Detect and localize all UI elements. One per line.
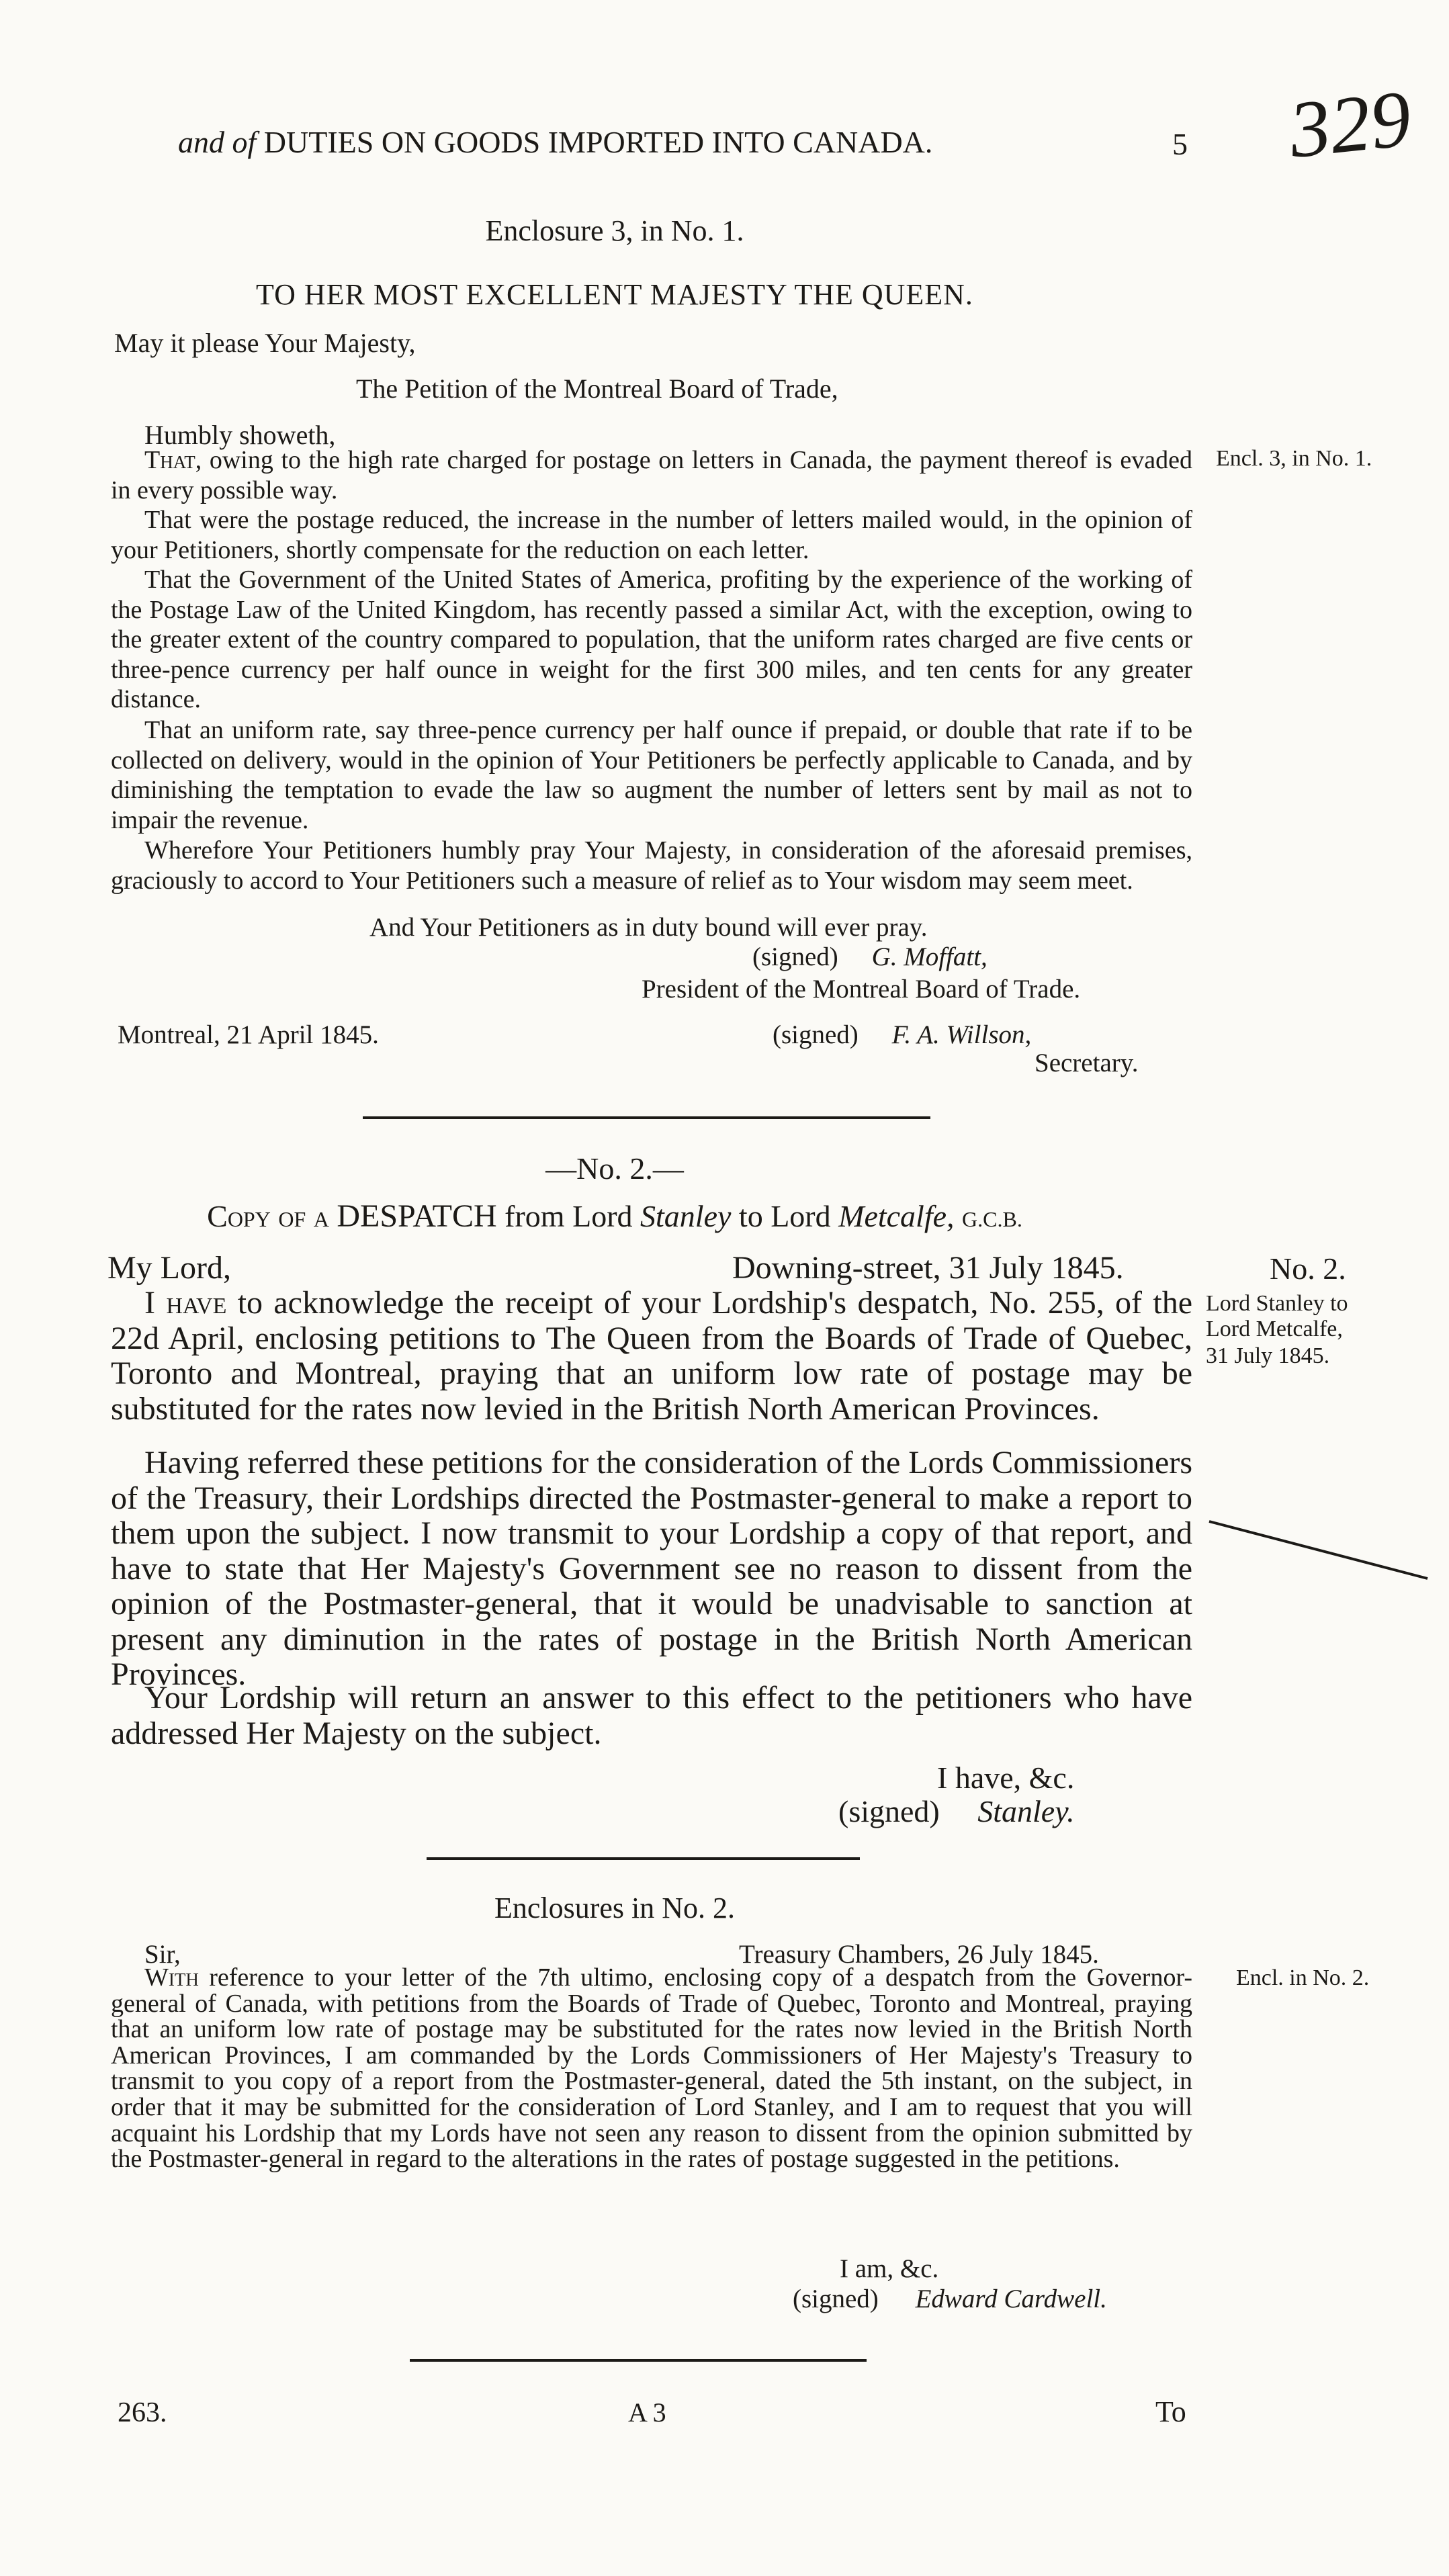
petition-paragraph-2: That were the postage reduced, the increase in the number of letters mailed would, in the opinion of your Petitioners, shortly compensate for the reduction on each letter. xyxy=(111,506,1192,564)
signed-label: (signed) xyxy=(752,942,838,971)
secretary-title: Secretary. xyxy=(1035,1049,1139,1077)
letter-p1-text: reference to your letter of the 7th ultimo, enclosing copy of a despatch from the Governor-general of Canada, with petitions from the Boards of Trade of Quebec, Toronto and Montreal, praying that an uniform low rate of postage may be substituted for the rates now levied in the British North American Provinces, I am commanded by the Lords Commissioners of Her Majesty's Treasury to transmit to you copy of a report from the Postmaster-general, dated the 5th instant, on the subject, in order that it may be submitted for the consideration of Lord Stanley, and I am to request that you will acquaint his Lordship that my Lords have not seen any reason to dissent from the opinion submitted by the Postmaster-general in regard to the alterations in the rates of postage suggested in the petitions. xyxy=(111,1963,1192,2174)
petition-paragraph-4: That an uniform rate, say three-pence currency per half ounce if prepaid, or double that rate if to be collected on delivery, would in the opinion of Your Petitioners be perfectly applicable to Canada, and by diminishing the temptation to evade the law so augment the number of letters sent by mail as not to impair the revenue. xyxy=(111,716,1192,834)
petition-address: TO HER MOST EXCELLENT MAJESTY THE QUEEN. xyxy=(256,278,973,311)
title-to: to Lord xyxy=(738,1199,831,1233)
title-metcalfe: Metcalfe, xyxy=(838,1199,955,1233)
page-number: 5 xyxy=(1172,127,1188,161)
petition-signed-2 xyxy=(773,1020,1031,1050)
petition-paragraph-5: Wherefore Your Petitioners humbly pray Your Majesty, in consideration of the aforesaid premises, graciously to accord to Your Petitioners such a measure of relief as to Your wisdom may seem meet. xyxy=(111,836,1192,895)
petition-salutation: May it please Your Majesty, xyxy=(114,328,416,358)
despatch-salutation: My Lord, xyxy=(107,1250,231,1286)
footer-left: 263. xyxy=(118,2397,167,2428)
margin-no2: No. 2. xyxy=(1270,1251,1346,1286)
petition-signed-1 xyxy=(752,942,987,972)
title-despatch: DESPATCH xyxy=(337,1198,497,1234)
letter-salutation: Sir, xyxy=(144,1940,181,1969)
section-divider xyxy=(363,1116,930,1119)
margin-note-encl2: Encl. in No. 2. xyxy=(1236,1965,1370,1990)
secretary-name: F. A. Willson, xyxy=(891,1020,1032,1049)
despatch-signatory: Stanley. xyxy=(977,1794,1075,1828)
running-header-prefix: and of xyxy=(178,125,257,159)
petition-place-date: Montreal, 21 April 1845. xyxy=(118,1020,379,1049)
title-from: from Lord xyxy=(504,1199,633,1233)
despatch-p1-lead: I have xyxy=(144,1285,227,1321)
margin-pen-stroke xyxy=(1206,1511,1434,1585)
despatch-title xyxy=(0,1198,1229,1235)
margin-note-encl3: Encl. 3, in No. 1. xyxy=(1216,446,1372,471)
letter-place-date: Treasury Chambers, 26 July 1845. xyxy=(739,1940,1099,1969)
running-header xyxy=(178,124,932,160)
petition-of: The Petition of the Montreal Board of Trade, xyxy=(356,373,838,404)
signed-label: (signed) xyxy=(793,2284,879,2313)
petition-paragraph-3: That the Government of the United States of America, profiting by the experience of the working of the Postage Law of the United Kingdom, has recently passed a similar Act, with the exception, owing to the greater extent of the country compared to population, that the uniform rates charged are five cents or three-pence currency per half ounce in weight for the first 300 miles, and ten cents for any greater distance. xyxy=(111,566,1192,714)
footer-catchword: To xyxy=(1155,2395,1186,2428)
petition-p1-lead: That, xyxy=(144,446,202,474)
petition-closing: And Your Petitioners as in duty bound will ever pray. xyxy=(369,913,928,942)
humbly-showeth: Humbly showeth, xyxy=(144,420,336,450)
letter-signatory: Edward Cardwell. xyxy=(915,2284,1107,2313)
title-gcb: G.C.B. xyxy=(962,1207,1022,1231)
signatory-name: G. Moffatt, xyxy=(871,942,987,971)
letter-closing: I am, &c. xyxy=(840,2254,939,2283)
title-stanley: Stanley xyxy=(640,1199,732,1233)
signed-label: (signed) xyxy=(838,1794,940,1828)
section-divider xyxy=(410,2359,867,2362)
running-header-title: DUTIES ON GOODS IMPORTED INTO CANADA. xyxy=(263,125,933,159)
margin-note-no2-line2: Lord Metcalfe, xyxy=(1206,1317,1343,1341)
petition-paragraph-1 xyxy=(111,445,1192,505)
margin-note-no2-line3: 31 July 1845. xyxy=(1206,1343,1330,1368)
section-divider xyxy=(427,1857,860,1860)
letter-paragraph-1 xyxy=(111,1965,1192,2172)
enclosure3-heading: Enclosure 3, in No. 1. xyxy=(485,214,744,247)
letter-signed xyxy=(793,2284,1107,2314)
footer-signature-mark: A 3 xyxy=(628,2397,666,2428)
margin-note-no2-line1: Lord Stanley to xyxy=(1206,1291,1348,1316)
despatch-paragraph-2: Having referred these petitions for the consideration of the Lords Commissioners of the Treasury, their Lordships directed the Postmaster-general to make a report to them upon the subject. I now transmit to your Lordship a copy of that report, and have to state that Her Majesty's Government see no reason to dissent from the opinion of the Postmaster-general, that it would be unadvisable to sanction at present any diminution in the rates of postage in the British North American Provinces. xyxy=(111,1445,1192,1692)
despatch-paragraph-3: Your Lordship will return an answer to this effect to the petitioners who have addressed Her Majesty on the subject. xyxy=(111,1680,1192,1751)
title-copy: Copy of a xyxy=(207,1199,329,1233)
handwritten-folio-number: 329 xyxy=(1285,73,1415,175)
signed-label: (signed) xyxy=(773,1020,859,1049)
despatch-signed xyxy=(838,1793,1075,1829)
despatch-place-date: Downing-street, 31 July 1845. xyxy=(732,1250,1124,1286)
enclosures2-heading: Enclosures in No. 2. xyxy=(494,1892,736,1924)
despatch-p1-text: to acknowledge the receipt of your Lordship's despatch, No. 255, of the 22d April, enclosing petitions to The Queen from the Boards of Trade of Quebec, Toronto and Montreal, praying that an uniform low rate of postage may be substituted for the rates now levied in the British North American Provinces. xyxy=(111,1285,1193,1427)
no2-heading: —No. 2.— xyxy=(545,1151,684,1186)
despatch-paragraph-1 xyxy=(111,1286,1192,1427)
letter-p1-lead: With xyxy=(144,1963,199,1992)
signatory-title: President of the Montreal Board of Trade. xyxy=(642,975,1081,1004)
petition-p1-text: owing to the high rate charged for postage on letters in Canada, the payment thereof is evaded in every possible way. xyxy=(111,446,1192,504)
despatch-closing: I have, &c. xyxy=(937,1761,1075,1795)
